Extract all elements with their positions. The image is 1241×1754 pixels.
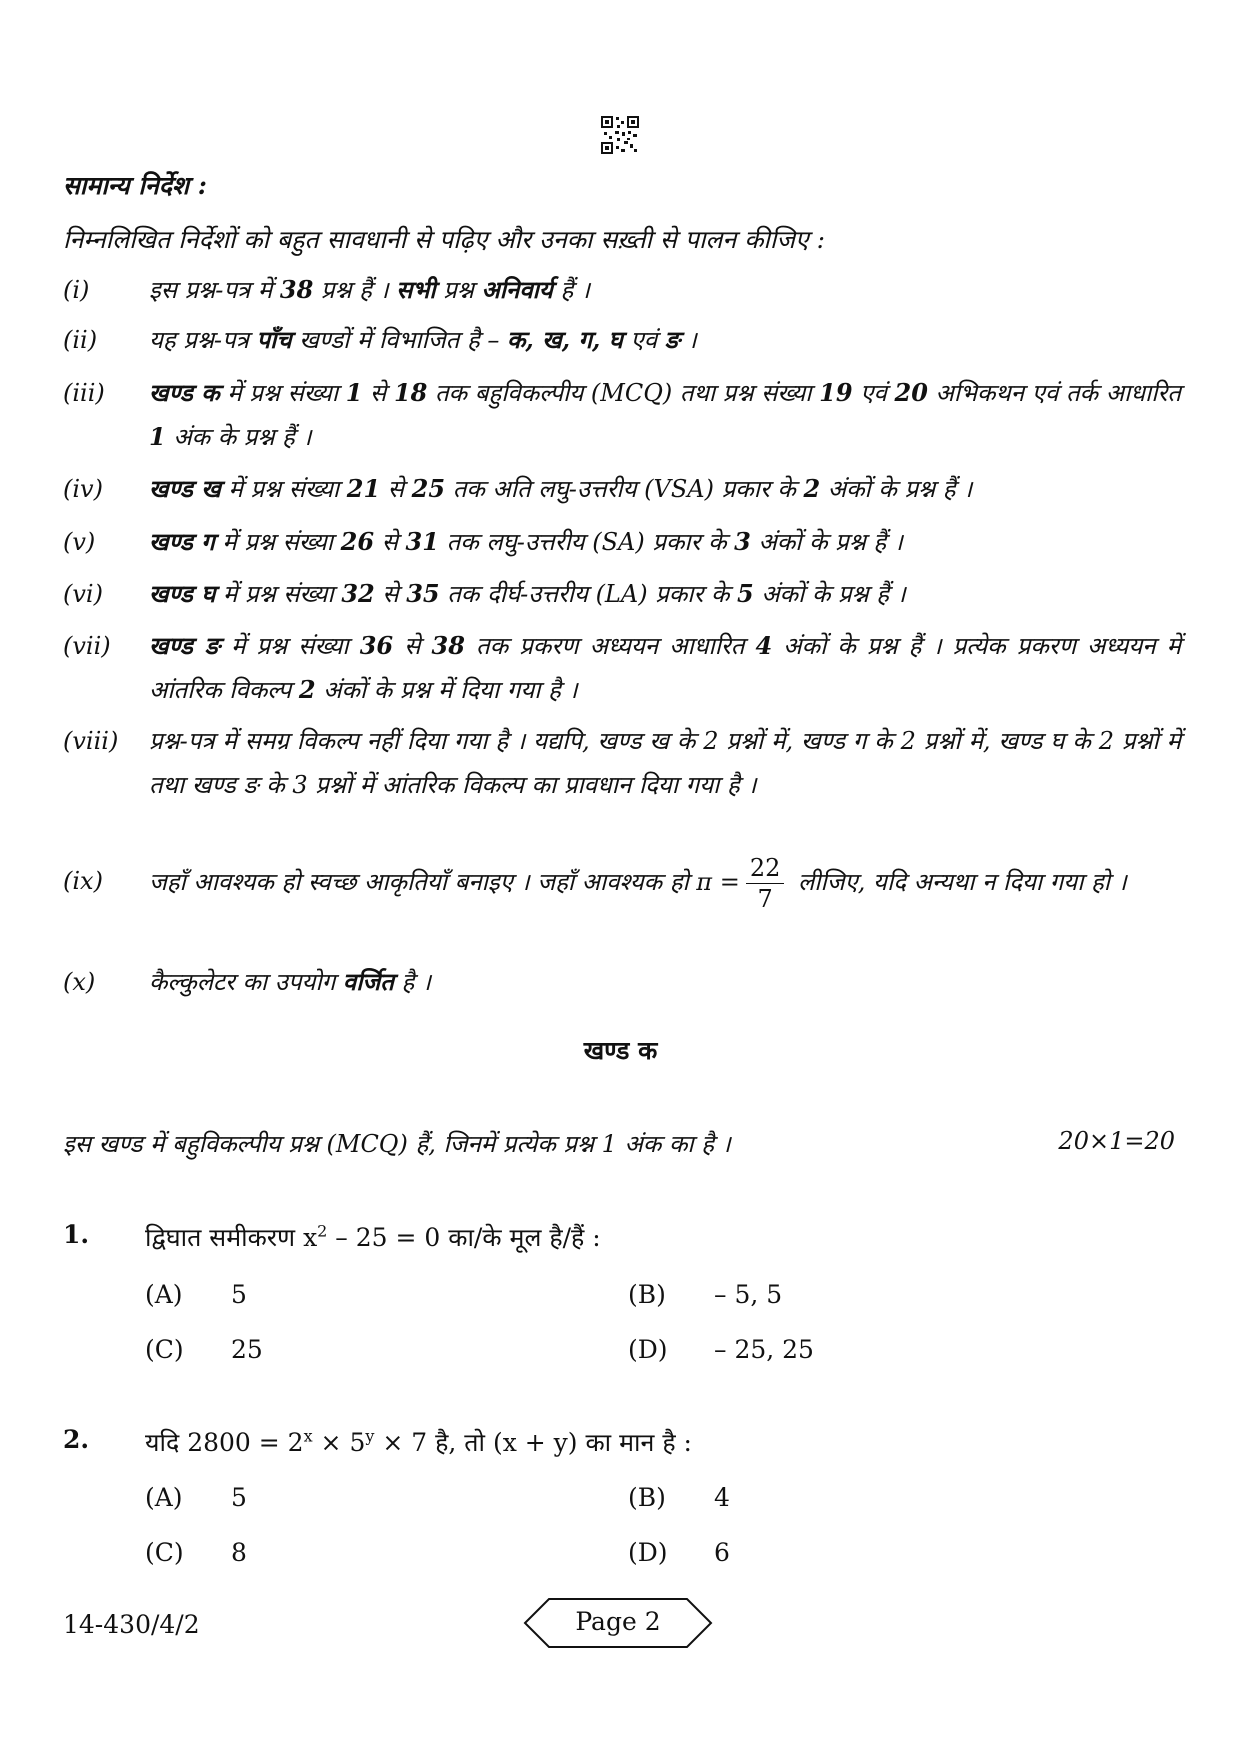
- instruction-number: (viii): [63, 727, 119, 755]
- instructions-intro: निम्नलिखित निर्देशों को बहुत सावधानी से पढ़िए और उनका सख़्ती से पालन कीजिए :: [63, 225, 826, 254]
- instruction-number: (ii): [63, 326, 98, 354]
- instruction-item: [63, 467, 1181, 511]
- instruction-item: [63, 520, 1181, 564]
- instruction-number: (x): [63, 968, 96, 996]
- page-number-badge: [523, 1597, 713, 1649]
- instruction-item: [63, 268, 1181, 312]
- option-d: (D) 6: [628, 1538, 730, 1567]
- instruction-text: जहाँ आवश्यक हो स्वच्छ आकृतियाँ बनाइए । जहाँ आवश्यक हो π = $\frac{22}{7}$ लीजिए, यदि अन्यथा न दिया गया हो ।: [149, 854, 1127, 913]
- instruction-text: खण्ड क में प्रश्न संख्या 1 से 18 तक बहुविकल्पीय (MCQ) तथा प्रश्न संख्या 19 एवं 20 अभिकथन एवं तर्क आधारित 1 अंक के प्रश्न हैं ।: [149, 378, 1181, 451]
- section-title: खण्ड क: [583, 1036, 658, 1065]
- section-marks: 20×1=20: [1058, 1127, 1175, 1155]
- option-d: (D) – 25, 25: [628, 1335, 814, 1364]
- instruction-number: (ix): [63, 867, 103, 895]
- section-note: [63, 1127, 1175, 1160]
- question-2: [63, 1425, 692, 1459]
- question-text: यदि $2800 = 2^x \times 5^y \times 7$ है, तो (x + y) का मान है :: [145, 1426, 692, 1457]
- section-note-text: इस खण्ड में बहुविकल्पीय प्रश्न (MCQ) हैं, जिनमें प्रत्येक प्रश्न 1 अंक का है ।: [63, 1130, 731, 1158]
- instruction-number: (v): [63, 528, 96, 556]
- question-text: द्विघात समीकरण $x^2 - 25 = 0$ का/के मूल है/हैं :: [145, 1221, 601, 1252]
- instruction-item: [63, 624, 1181, 712]
- instruction-number: (iv): [63, 475, 103, 503]
- instruction-item: [63, 371, 1181, 459]
- instruction-text: खण्ड ख में प्रश्न संख्या 21 से 25 तक अति लघु-उत्तरीय (VSA) प्रकार के 2 अंकों के प्रश्न हैं ।: [149, 474, 973, 503]
- instruction-text: खण्ड घ में प्रश्न संख्या 32 से 35 तक दीर्घ-उत्तरीय (LA) प्रकार के 5 अंकों के प्रश्न हैं ।: [149, 579, 906, 608]
- instruction-item: [63, 318, 1181, 362]
- instruction-item: [63, 960, 1181, 1004]
- question-1: [63, 1220, 601, 1254]
- option-b: (B) 4: [628, 1483, 730, 1512]
- instruction-number: (vi): [63, 580, 103, 608]
- instruction-text: खण्ड ग में प्रश्न संख्या 26 से 31 तक लघु-उत्तरीय (SA) प्रकार के 3 अंकों के प्रश्न हैं ।: [149, 527, 903, 556]
- paper-code: 14-430/4/2: [63, 1610, 200, 1639]
- instruction-text: कैल्कुलेटर का उपयोग वर्जित है ।: [149, 967, 432, 996]
- instruction-text: प्रश्न-पत्र में समग्र विकल्प नहीं दिया गया है । यद्यपि, खण्ड ख के 2 प्रश्नों में, खण्ड ग के 2 प्रश्नों में, खण्ड घ के 2 प्रश्नों में तथा खण्ड ङ के 3 प्रश्नों में आंतरिक विकल्प का प्रावधान दिया गया है ।: [149, 727, 1181, 799]
- page-number: Page 2: [575, 1607, 661, 1636]
- instruction-text: खण्ड ङ में प्रश्न संख्या 36 से 38 तक प्रकरण अध्ययन आधारित 4 अंकों के प्रश्न हैं । प्रत्येक प्रकरण अध्ययन में आंतरिक विकल्प 2 अंकों के प्रश्न में दिया गया है ।: [149, 631, 1182, 704]
- option-b: (B) – 5, 5: [628, 1280, 783, 1309]
- instruction-item: [63, 572, 1181, 616]
- instruction-text: इस प्रश्न-पत्र में 38 प्रश्न हैं । सभी प्रश्न अनिवार्य हैं ।: [149, 275, 590, 304]
- question-number: 2.: [63, 1425, 90, 1454]
- instruction-item: [63, 719, 1181, 807]
- qr-code: [600, 115, 640, 155]
- fraction-pi-value: $\frac{22}{7}$: [746, 853, 785, 914]
- option-c: (C) 25: [145, 1335, 263, 1364]
- option-a: (A) 5: [145, 1483, 247, 1512]
- option-c: (C) 8: [145, 1538, 247, 1567]
- question-number: 1.: [63, 1220, 90, 1249]
- option-a: (A) 5: [145, 1280, 247, 1309]
- instruction-text: यह प्रश्न-पत्र पाँच खण्डों में विभाजित है – क, ख, ग, घ एवं ङ ।: [149, 325, 697, 354]
- instruction-number: (vii): [63, 632, 111, 660]
- instructions-heading: सामान्य निर्देश :: [63, 171, 207, 200]
- instruction-item: [63, 853, 1181, 914]
- instruction-number: (i): [63, 276, 90, 304]
- instruction-number: (iii): [63, 379, 105, 407]
